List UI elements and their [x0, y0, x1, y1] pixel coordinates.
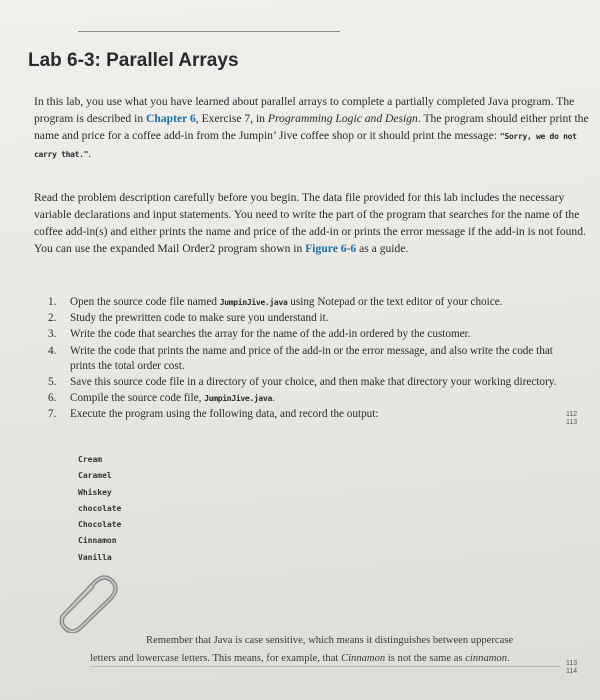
test-data-item: Cream [78, 455, 103, 464]
test-data-item: Chocolate [78, 520, 122, 530]
step-text: Save this source code file in a directory of your choice, and then make that directory your working directory. [70, 376, 557, 389]
step-text: Execute the program using the following data, and record the output: [70, 408, 379, 421]
list-item [48, 327, 578, 342]
list-item [48, 344, 578, 374]
book-title: Programming Logic and Design [267, 112, 418, 125]
list-item [48, 295, 578, 310]
page-number-marker [566, 411, 577, 427]
instructions-paragraph [34, 189, 594, 257]
step-number: 3. [48, 328, 57, 341]
steps-list [48, 295, 578, 424]
step-number: 4. [48, 344, 57, 357]
error-message: "Sorry, we do not carry that." [34, 132, 577, 159]
test-data-item: chocolate [78, 503, 122, 513]
step-text-pre: Compile the source code file, [70, 392, 205, 405]
test-data-item: Vanilla [78, 552, 112, 562]
test-data-item: Cinnamon [78, 536, 117, 546]
test-data-item: Caramel [78, 471, 112, 481]
note-word-uppercase: Cinnamon [341, 653, 386, 664]
step-number: 6. [48, 392, 57, 405]
note-text-pre: letters and lowercase letters. This means, for example, that [90, 653, 342, 664]
step-number: 7. [48, 408, 57, 421]
page-title: Lab 6-3: Parallel Arrays [28, 50, 239, 71]
step-number: 1. [48, 296, 57, 308]
page-number-marker [566, 660, 577, 676]
list-item [48, 407, 578, 422]
intro-text-4: . [88, 147, 92, 160]
page-number: 113 [566, 660, 578, 667]
file-name: JumpinJive.java [204, 394, 272, 404]
step-text: Study the prewritten code to make sure you understand it. [70, 312, 329, 325]
list-item [48, 311, 578, 326]
intro-paragraph [34, 93, 594, 163]
step-text-pre: Open the source code file named [70, 296, 220, 308]
step-text [70, 295, 578, 310]
step-number: 5. [48, 376, 57, 389]
note-line-1: Remember that Java is case sensitive, which means it distinguishes between uppercase [146, 635, 514, 646]
page-number: 114 [566, 668, 578, 675]
top-rule [78, 31, 340, 32]
list-item [48, 375, 578, 390]
intro-text-2: , Exercise 7, in [195, 112, 268, 125]
test-data-item: Whiskey [78, 487, 112, 497]
list-item [48, 391, 578, 406]
page-number: 112 [566, 411, 578, 418]
bottom-rule [90, 666, 560, 667]
step-text [70, 391, 578, 406]
note-line-2 [90, 653, 510, 664]
step-text-post: . [271, 392, 275, 405]
step-text: Write the code that searches the array for the name of the add-in ordered by the customer. [70, 328, 471, 341]
note-word-lowercase: cinnamon [465, 653, 507, 664]
step-number: 2. [48, 312, 57, 325]
test-data-list [78, 452, 121, 566]
intro-text-3: . The program should either print the name and price for a coffee add-in from the Jumpin’ Jive coffee shop or it should print the message: [34, 112, 589, 142]
paperclip-icon [48, 565, 126, 633]
case-sensitivity-note [90, 632, 560, 668]
note-text-end: . [507, 653, 510, 664]
page-number: 113 [566, 419, 578, 426]
note-text-mid: is not the same as [385, 653, 466, 664]
step-text: Write the code that prints the name and price of the add-in or the error message, and also write the code that prints the total order cost. [70, 344, 553, 372]
intro-text-1: In this lab, you use what you have learned about parallel arrays to complete a partially completed Java program. The program is described in [34, 95, 575, 125]
instructions-text-1: Read the problem description carefully before you begin. The data file provided for this lab includes the necessary variable declarations and input statements. You need to write the part of the program that searches for the name of the coffee add-in(s) and either prints the name and price of the add-in or prints the error message if the add-in is not found. You can use the expanded Mail Order2 program shown in [34, 191, 586, 255]
file-name: JumpinJive.java [219, 298, 288, 307]
instructions-text-2: as a guide. [356, 242, 409, 255]
chapter-reference: Chapter 6 [146, 112, 196, 125]
step-text-post: using Notepad or the text editor of your choice. [287, 296, 503, 308]
figure-reference: Figure 6-6 [305, 242, 357, 255]
